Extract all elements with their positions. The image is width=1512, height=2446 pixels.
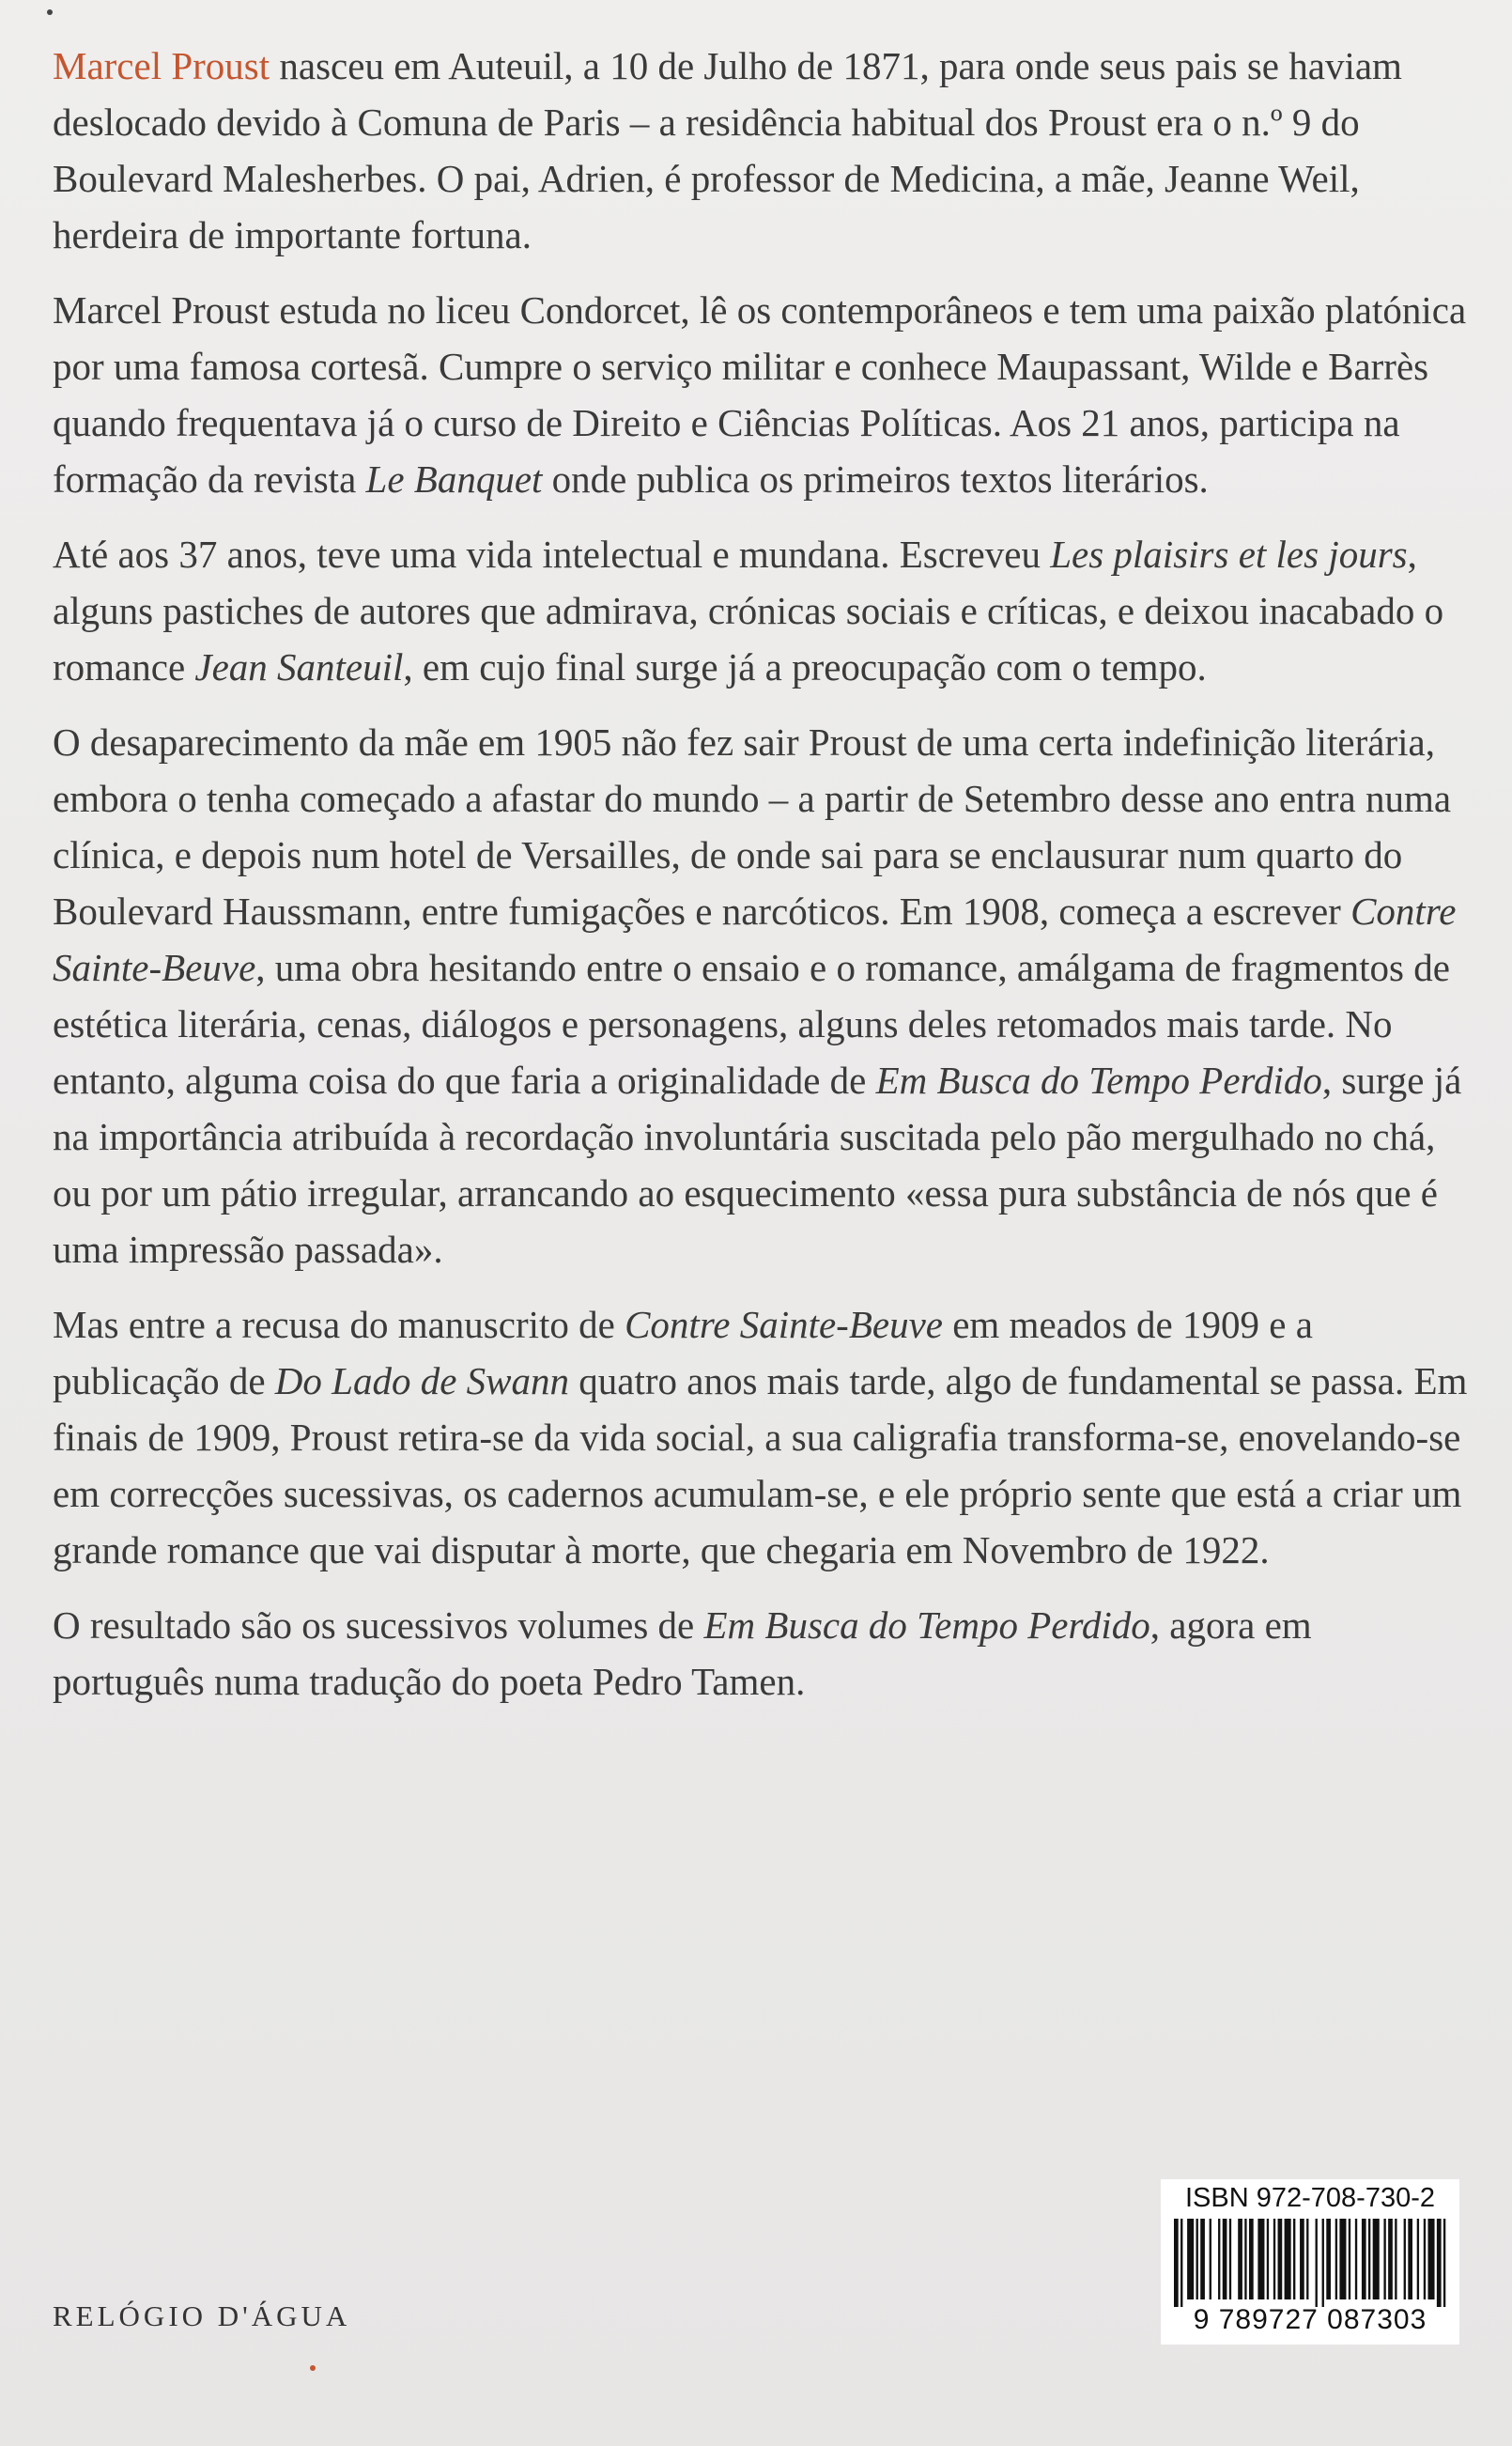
barcode-bar	[1249, 2219, 1254, 2299]
barcode-bar	[1278, 2219, 1283, 2299]
barcode-bar	[1300, 2219, 1304, 2299]
text-run: , alguns pastiches de autores que admirava, crónicas sociais e críticas, e deixou inacabado o romance	[53, 533, 1444, 689]
barcode-bar	[1244, 2219, 1246, 2299]
barcode-bar	[1316, 2219, 1318, 2307]
barcode-bar	[1339, 2219, 1346, 2299]
barcode-bar	[1285, 2219, 1291, 2299]
text-run: , uma obra hesitando entre o ensaio e o romance, amálgama de fragmentos de estética literária, cenas, diálogos e personagens, alguns deles retomados mais tarde. No entanto, alguma coisa do que faria a originalidade de	[53, 946, 1450, 1102]
title-reference: Em Busca do Tempo Perdido	[703, 1603, 1150, 1647]
barcode-bar	[1437, 2219, 1442, 2307]
synopsis-text	[53, 38, 1471, 1728]
paragraph	[53, 714, 1471, 1277]
text-run: nasceu em Auteuil, a 10 de Julho de 1871, para onde seus pais se haviam deslocado devido à Comuna de Paris – a residência habitual dos Proust era o n.º 9 do Boulevard Malesherbes. O pai, Adrien, é professor de Medicina, a mãe, Jeanne Weil, herdeira de importante fortuna.	[53, 44, 1402, 256]
barcode-bar	[1322, 2219, 1324, 2307]
barcode-bar	[1210, 2219, 1211, 2299]
barcode-bar	[1267, 2219, 1269, 2299]
barcode-bar	[1218, 2219, 1220, 2299]
barcode-bar	[1306, 2219, 1308, 2299]
barcode-bar	[1335, 2219, 1337, 2299]
barcode-bar	[1257, 2219, 1264, 2299]
title-reference: Jean Santeuil	[194, 645, 404, 689]
print-speck	[310, 2365, 316, 2371]
isbn-barcode-block	[1161, 2179, 1459, 2345]
text-run: Mas entre a recusa do manuscrito de	[53, 1303, 625, 1346]
text-run: O resultado são os sucessivos volumes de	[53, 1603, 704, 1647]
barcode-bar	[1355, 2219, 1357, 2299]
barcode-bar	[1187, 2219, 1194, 2299]
barcode-bar	[1229, 2219, 1231, 2299]
text-run: Marcel Proust estuda no liceu Condorcet, lê os contemporâneos e tem uma paixão platónica por uma famosa cortesã. Cumpre o serviço militar e conhece Maupassant, Wilde e Barrès quando frequentava já o curso de Direito e Ciências Políticas. Aos 21 anos, participa na formação da revista	[53, 288, 1467, 501]
text-run: O desaparecimento da mãe em 1905 não fez sair Proust de uma certa indefinição literária, embora o tenha começado a afastar do mundo – a partir de Setembro desse ano entra numa clínica, e depois num hotel de Versailles, de onde sai para se enclausurar num quarto do Boulevard Haussmann, entre fumigações e narcóticos. Em 1908, começa a escrever	[53, 720, 1452, 933]
title-reference: Do Lado de Swann	[274, 1359, 569, 1402]
barcode-bar	[1326, 2219, 1331, 2299]
barcode-bar	[1223, 2219, 1227, 2299]
barcode-bar	[1349, 2219, 1350, 2299]
title-reference: Les plaisirs et les jours	[1050, 533, 1408, 576]
barcode-bar	[1417, 2219, 1419, 2299]
barcode-bar	[1427, 2219, 1434, 2299]
barcode-bar	[1238, 2219, 1242, 2299]
barcode-bar	[1200, 2219, 1205, 2299]
barcode-bar	[1293, 2219, 1295, 2299]
title-reference: Le Banquet	[365, 457, 543, 501]
barcode-bar	[1273, 2219, 1275, 2299]
barcode-bar	[1383, 2219, 1385, 2299]
barcode-bar	[1373, 2219, 1380, 2299]
barcode-bar	[1174, 2219, 1179, 2307]
text-run: em meados de 1909 e a publicação de	[53, 1303, 1313, 1402]
text-run: Até aos 37 anos, teve uma vida intelectual e mundana. Escreveu	[53, 533, 1051, 576]
barcode-bar	[1362, 2219, 1366, 2299]
paragraph	[53, 38, 1471, 263]
paragraph	[53, 1597, 1471, 1710]
barcode-image	[1174, 2219, 1450, 2307]
text-run: quatro anos mais tarde, algo de fundamental se passa. Em finais de 1909, Proust retira-se da vida social, a sua caligrafia transforma-se, enovelando-se em correcções sucessivas, os cadernos acumulam-se, e ele próprio sente que está a criar um grande romance que vai disputar à morte, que chegaria em Novembro de 1922.	[53, 1359, 1468, 1571]
print-speck	[47, 9, 53, 15]
author-name: Marcel Proust	[53, 44, 270, 87]
barcode-bar	[1408, 2219, 1412, 2299]
text-run: , surge já na importância atribuída à recordação involuntária suscitada pelo pão mergulhado no chá, ou por um pátio irregular, arrancando ao esquecimento «essa pura substância de nós que é uma impressão passada».	[53, 1059, 1462, 1271]
barcode-bar	[1388, 2219, 1393, 2299]
paragraph	[53, 526, 1471, 695]
title-reference: Em Busca do Tempo Perdido	[875, 1059, 1322, 1102]
text-run: , em cujo final surge já a preocupação com o tempo.	[403, 645, 1207, 689]
paragraph	[53, 282, 1471, 507]
barcode-bar	[1424, 2219, 1426, 2299]
title-reference: Contre Sainte-Beuve	[53, 890, 1457, 989]
isbn-label: ISBN 972-708-730-2	[1185, 2183, 1435, 2213]
barcode-bar	[1368, 2219, 1370, 2299]
text-run: , agora em português numa tradução do poeta Pedro Tamen.	[53, 1603, 1312, 1703]
isbn-digits: 9 789727 087303	[1193, 2304, 1427, 2335]
barcode-bar	[1395, 2219, 1396, 2299]
barcode-bar	[1443, 2219, 1445, 2307]
barcode-bar	[1404, 2219, 1406, 2299]
publisher-name: RELÓGIO D'ÁGUA	[53, 2299, 351, 2332]
paragraph	[53, 1296, 1471, 1578]
barcode-bar	[1180, 2219, 1182, 2307]
title-reference: Contre Sainte-Beuve	[625, 1303, 943, 1346]
barcode-bar	[1196, 2219, 1198, 2299]
text-run: onde publica os primeiros textos literários.	[542, 457, 1209, 501]
